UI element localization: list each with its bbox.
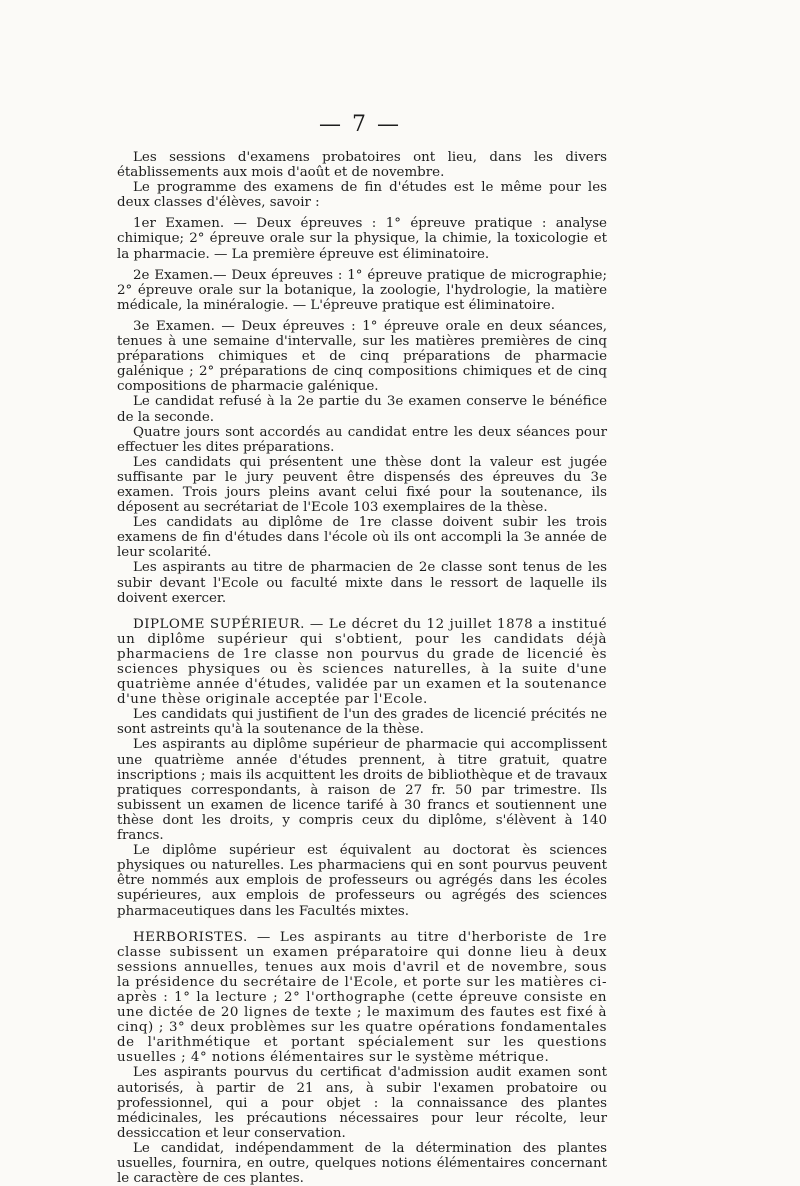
paragraph: Les sessions d'examens probatoires ont lieu, dans les divers établissements aux mois d'août et de novembre.: [117, 150, 607, 181]
paragraph: Les candidats au diplôme de 1re classe doivent subir les trois examens de fin d'études dans l'école où ils ont accompli la 3e année de leur scolarité.: [117, 515, 607, 561]
paragraph: 2e Examen.— Deux épreuves : 1° épreuve pratique de micrographie; 2° épreuve orale sur la botanique, la zoologie, l'hydrologie, la matière médicale, la minéralogie. — L'épreuve pratique est éliminatoire.: [117, 267, 607, 313]
paragraph: 1er Examen. — Deux épreuves : 1° épreuve pratique : analyse chimique; 2° épreuve orale sur la physique, la chimie, la toxicologie et la pharmacie. — La première épreuve est éliminatoire.: [117, 216, 607, 262]
paragraph: Les aspirants au diplôme supérieur de pharmacie qui accomplissent une quatrième année d'études prennent, à titre gratuit, quatre inscriptions ; mais ils acquittent les droits de bibliothèque et de travaux pratiques correspondants, à raison de 27 fr. 50 par trimestre. Ils subissent un examen de licence tarifé à 30 francs et soutiennent une thèse dont les droits, y compris ceux du diplôme, s'élèvent à 140 francs.: [117, 737, 607, 844]
paragraph: Les aspirants au titre de pharmacien de 2e classe sont tenus de les subir devant l'Ecole ou faculté mixte dans le ressort de laquelle ils doivent exercer.: [117, 560, 607, 606]
paragraph: Le candidat, indépendamment de la détermination des plantes usuelles, fournira, en outre, quelques notions élémentaires concernant le caractère de ces plantes.: [117, 1140, 607, 1186]
section-diplome-superieur: DIPLOME SUPÉRIEUR. — Le décret du 12 juillet 1878 a institué un diplôme supérieur qui s'obtient, pour les candidats déjà pharmaciens de 1re classe non pourvus du grade de licencié ès sciences physiques ou ès sciences naturelles, à la suite d'une quatrième année d'études, validée par un examen et la soutenance d'une thèse originale acceptée par l'Ecole.: [117, 616, 607, 708]
paragraph: Les candidats qui présentent une thèse dont la valeur est jugée suffisante par le jury peuvent être dispensés des épreuves du 3e examen. Trois jours pleins avant celui fixé pour la soutenance, ils déposent au secrétariat de l'Ecole 103 exemplaires de la thèse.: [117, 454, 607, 516]
paragraph: Le candidat refusé à la 2e partie du 3e examen conserve le bénéfice de la seconde.: [117, 394, 607, 425]
paragraph: Les candidats qui justifient de l'un des grades de licencié précités ne sont astreints qu'à la soutenance de la thèse.: [117, 707, 607, 738]
paragraph: Le diplôme supérieur est équivalent au doctorat ès sciences physiques ou naturelles. Les pharmaciens qui en sont pourvus peuvent être nommés aux emplois de professeurs ou agrégés dans les écoles supérieures, aux emplois de professeurs ou agrégés des sciences pharmaceutiques dans les Facultés mixtes.: [117, 843, 607, 919]
paragraph: Le programme des examens de fin d'études est le même pour les deux classes d'élèves, savoir :: [117, 180, 607, 211]
paragraph: 3e Examen. — Deux épreuves : 1° épreuve orale en deux séances, tenues à une semaine d'intervalle, sur les matières premières de cinq préparations chimiques et de cinq préparations de pharmacie galénique ; 2° préparations de cinq compositions chimiques et de cinq compositions de pharmacie galénique.: [117, 318, 607, 395]
paragraph: Quatre jours sont accordés au candidat entre les deux séances pour effectuer les dites préparations.: [117, 424, 607, 455]
page-number: — 7 —: [319, 112, 401, 137]
body-text: [117, 150, 607, 1186]
section-herboristes: HERBORISTES. — Les aspirants au titre d'herboriste de 1re classe subissent un examen préparatoire qui donne lieu à deux sessions annuelles, tenues aux mois d'avril et de novembre, sous la présidence du secrétaire de l'Ecole, et porte sur les matières ci-après : 1° la lecture ; 2° l'orthographe (cette épreuve consiste en une dictée de 20 lignes de texte ; le maximum des fautes est fixé à cinq) ; 3° deux problèmes sur les quatre opérations fondamentales de l'arithmétique et portant spécialement sur les questions usuelles ; 4° notions élémentaires sur le système métrique.: [117, 929, 607, 1066]
paragraph: Les aspirants pourvus du certificat d'admission audit examen sont autorisés, à partir de 21 ans, à subir l'examen probatoire ou professionnel, qui a pour objet : la connaissance des plantes médicinales, les précautions nécessaires pour leur récolte, leur dessiccation et leur conservation.: [117, 1065, 607, 1141]
